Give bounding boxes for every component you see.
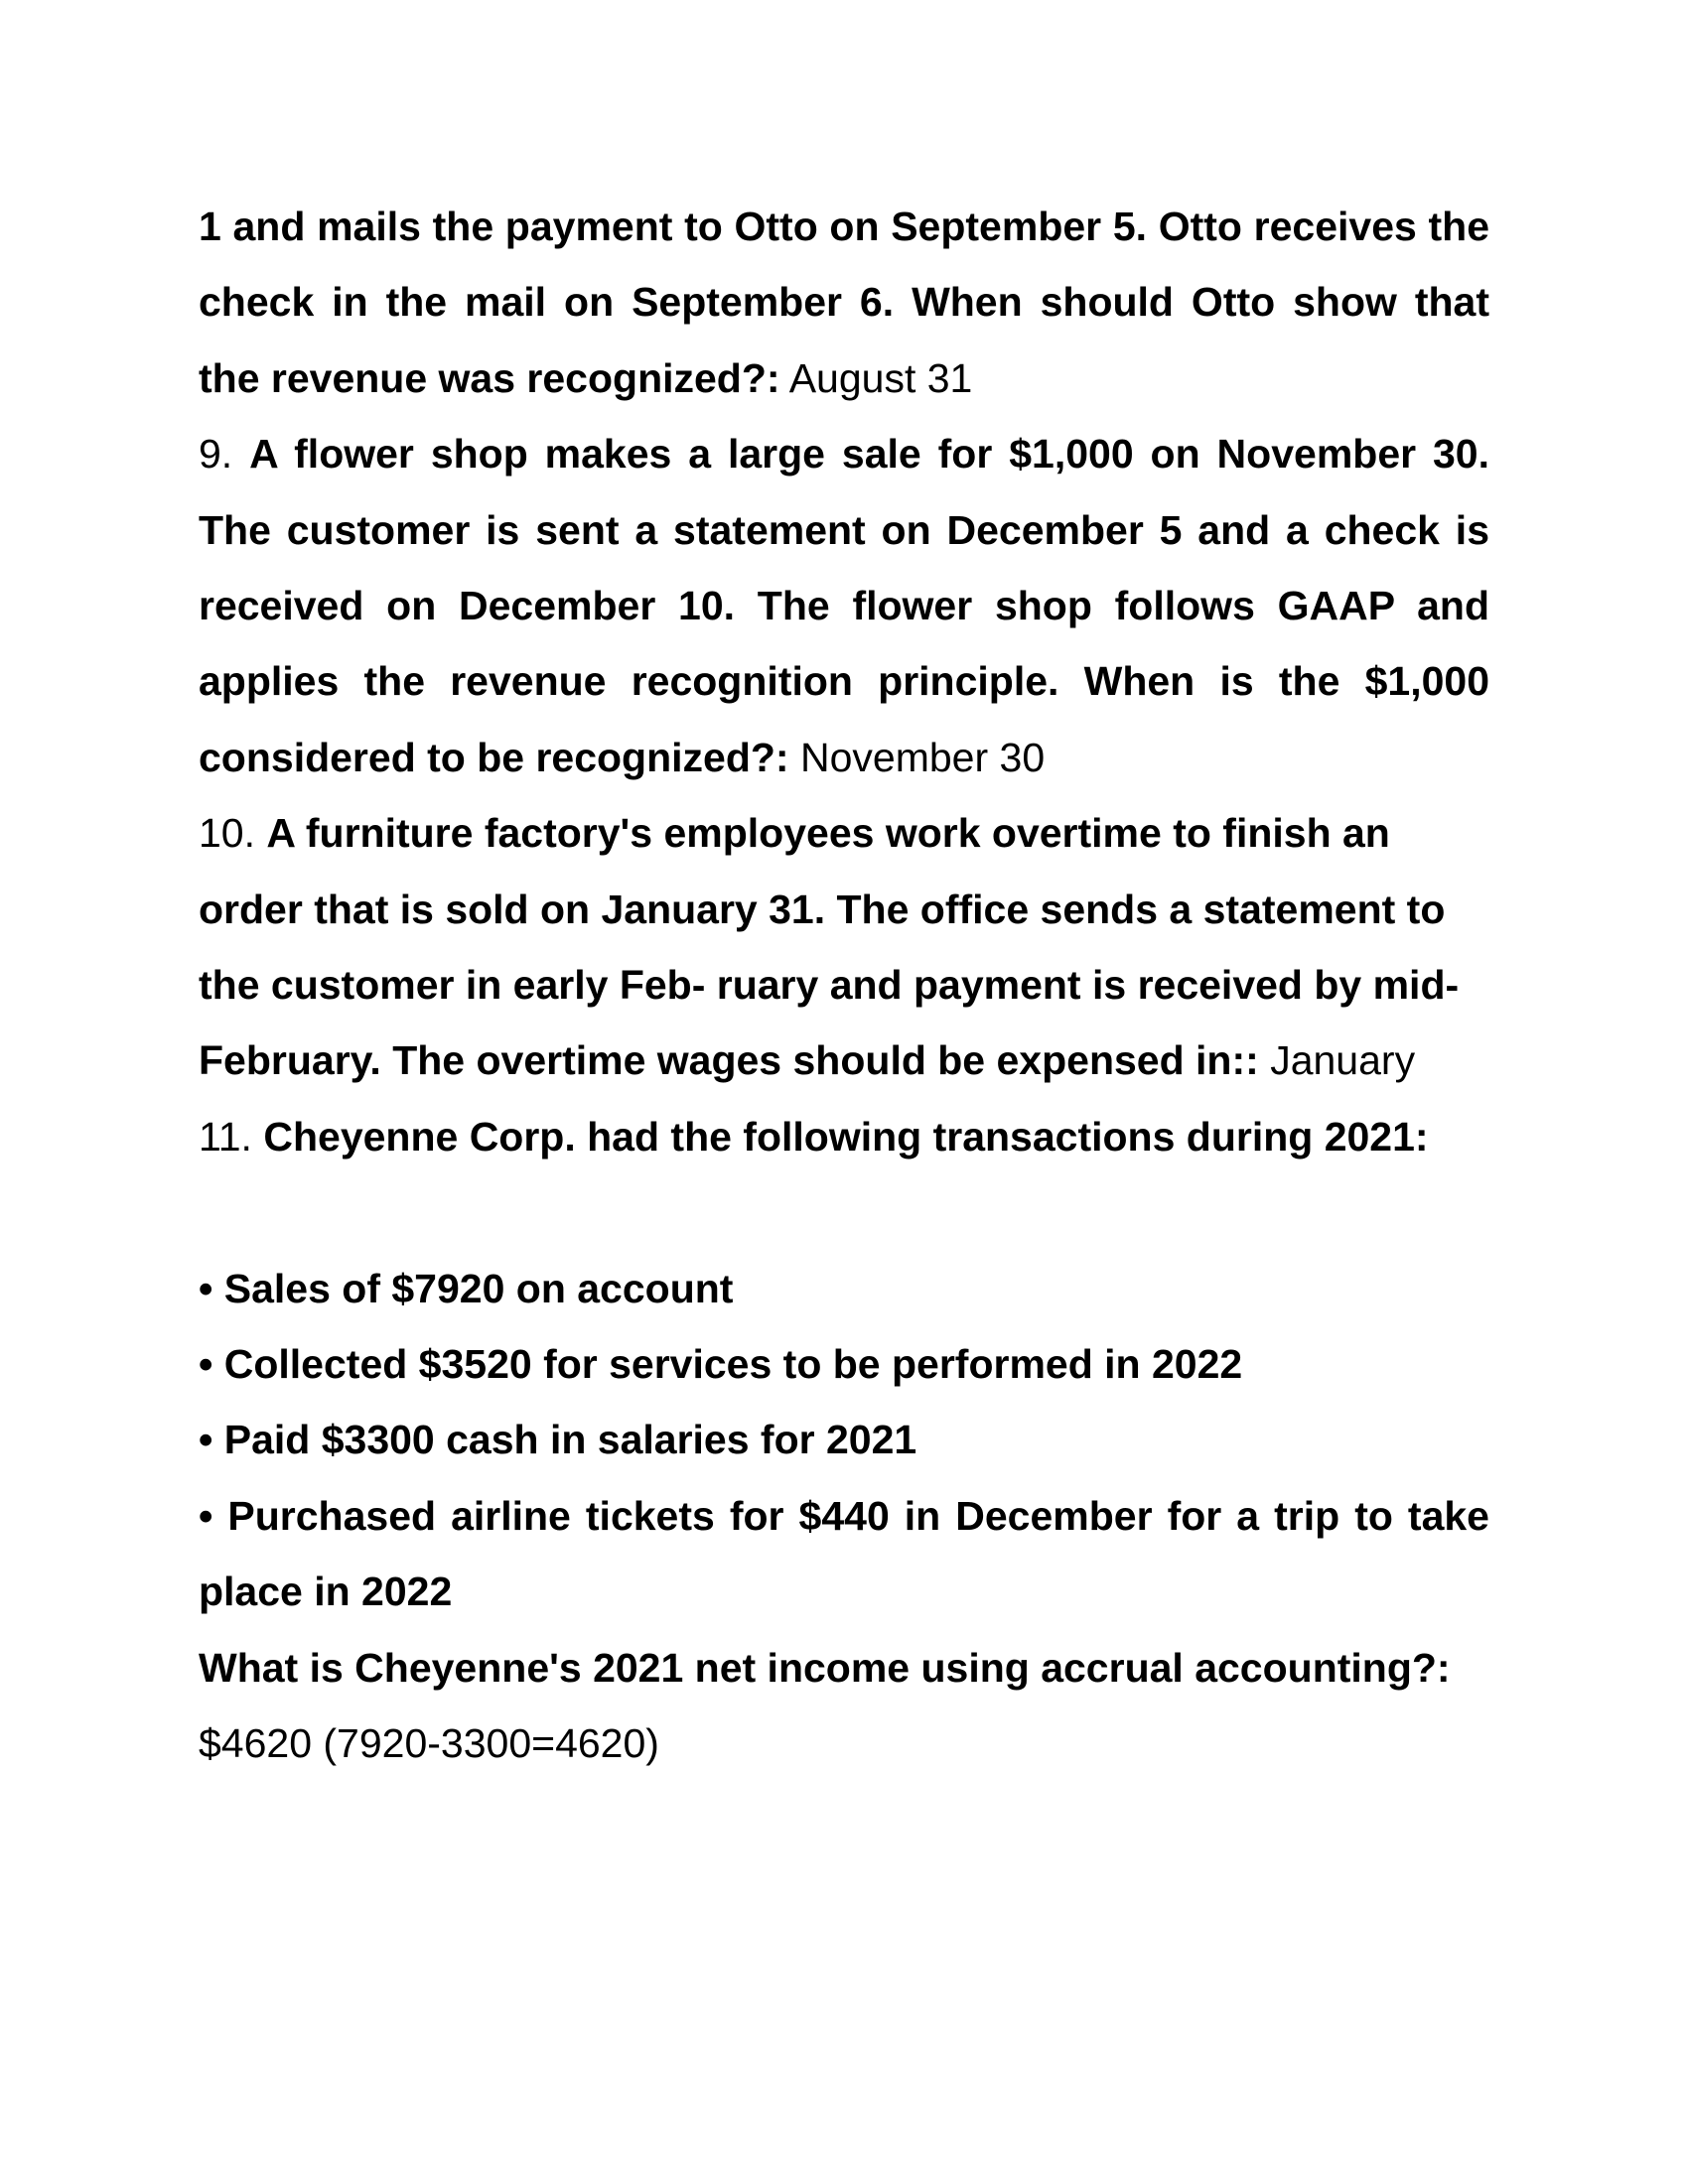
blank-line bbox=[199, 1174, 1489, 1250]
question-number: 9. bbox=[199, 431, 233, 478]
answer-text: $4620 (7920-3300=4620) bbox=[199, 1720, 659, 1767]
bullet-item: • Paid $3300 cash in salaries for 2021 bbox=[199, 1417, 917, 1463]
question-text: What is Cheyenne's 2021 net income using accrual accounting?: bbox=[199, 1644, 1451, 1691]
answer-text: November 30 bbox=[800, 734, 1046, 780]
bullet-item: • Sales of $7920 on account bbox=[199, 1265, 734, 1311]
question-10 bbox=[199, 795, 1489, 1099]
bullet-item: • Collected $3520 for services to be performed in 2022 bbox=[199, 1341, 1243, 1388]
document-page bbox=[199, 189, 1489, 1782]
question-9 bbox=[199, 416, 1489, 795]
bullet-item: • Purchased airline tickets for $440 in December for a trip to take place in 2022 bbox=[199, 1492, 1489, 1615]
question-11-prompt bbox=[199, 1630, 1489, 1782]
question-text: A furniture factory's employees work overtime to finish an order that is sold on January 31. The office sends a statement to the customer in early Feb- ruary and payment is received by mid-February. The overtime wages should be expensed in:: bbox=[199, 810, 1460, 1084]
question-text: 1 and mails the payment to Otto on September 5. Otto receives the check in the mail on September 6. When should Otto show that the revenue was recognized?: bbox=[199, 204, 1489, 401]
answer-text: January bbox=[1270, 1037, 1416, 1084]
question-11-intro bbox=[199, 1099, 1489, 1174]
question-8-continued bbox=[199, 189, 1489, 416]
question-text: A flower shop makes a large sale for $1,000 on November 30. The customer is sent a statement on December 5 and a check is received on December 10. The flower shop follows GAAP and applies the revenue recognition principle. When is the $1,000 considered to be recognized?: bbox=[199, 431, 1489, 780]
answer-text: August 31 bbox=[788, 354, 973, 401]
question-number: 11. bbox=[199, 1113, 252, 1160]
question-number: 10. bbox=[199, 810, 255, 857]
question-text: Cheyenne Corp. had the following transactions during 2021: bbox=[263, 1113, 1429, 1160]
